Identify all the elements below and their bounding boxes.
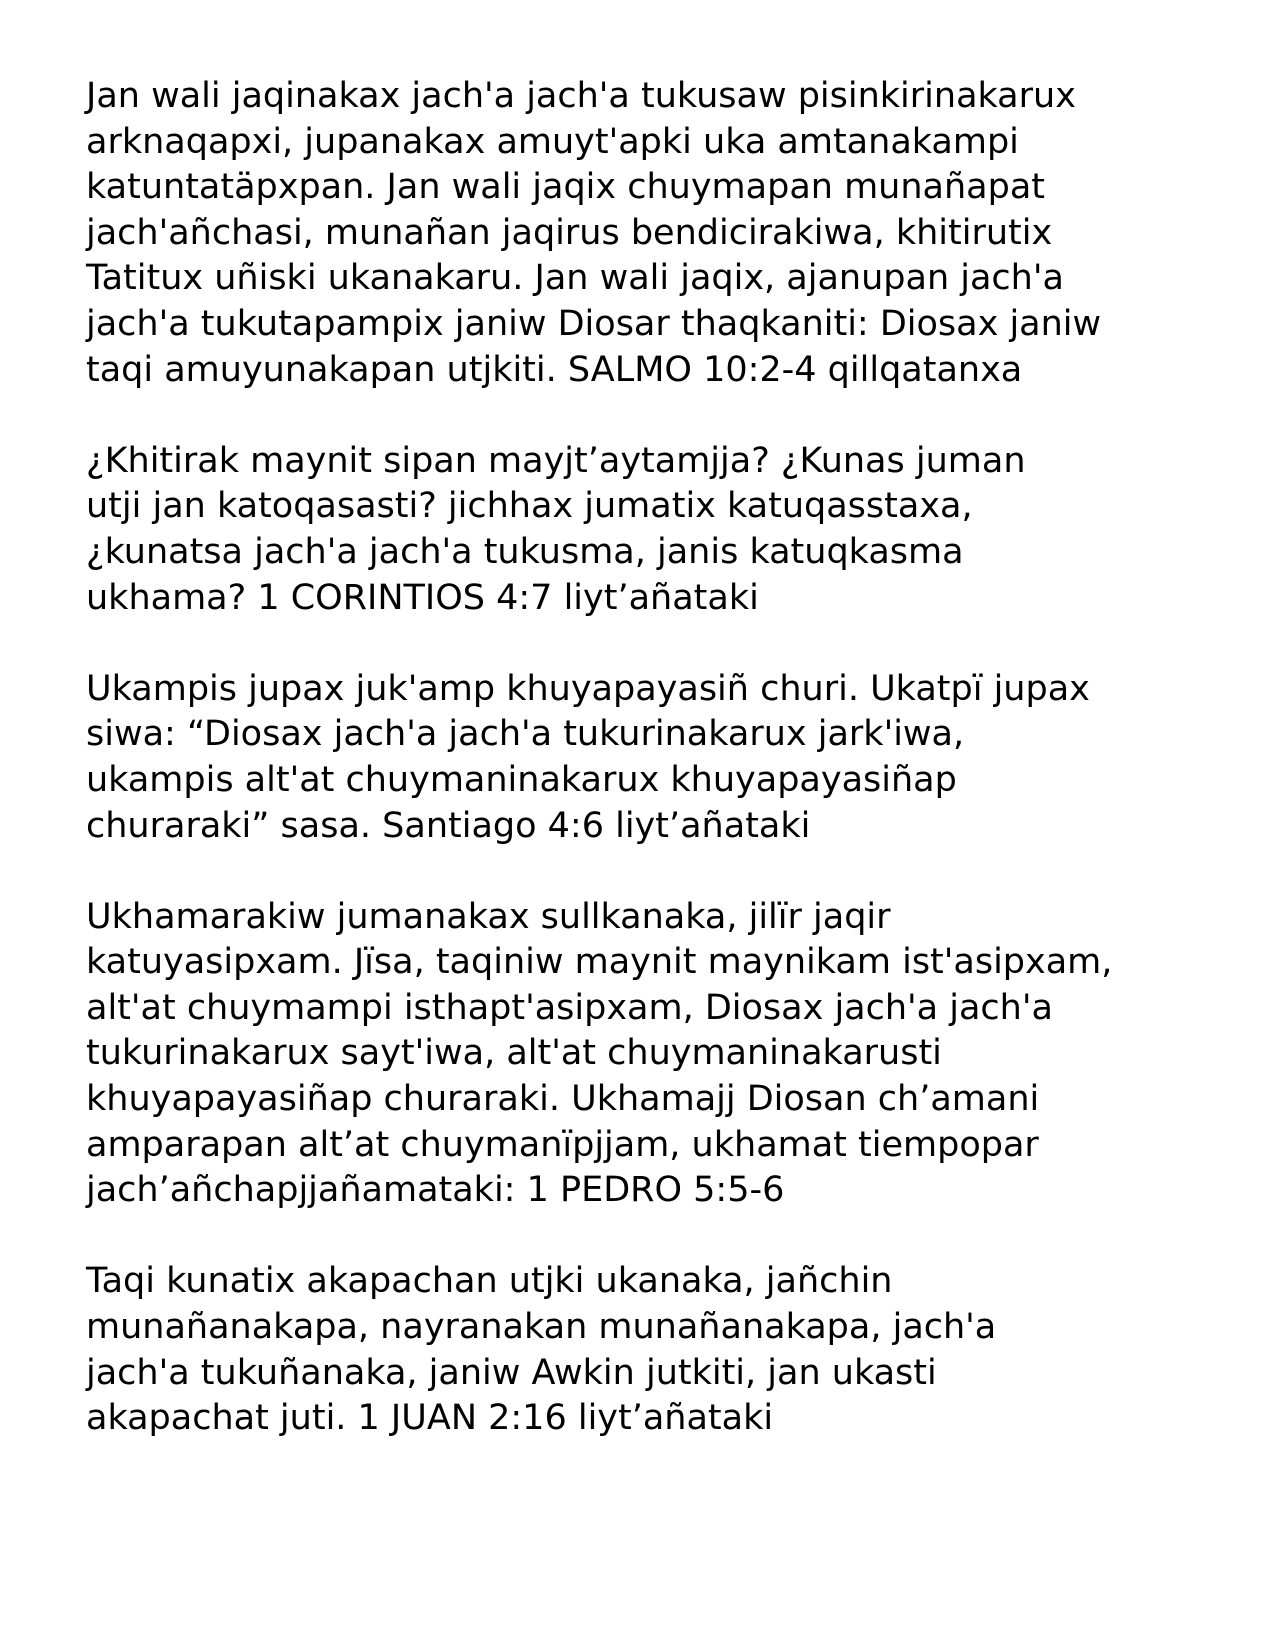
text-line: siwa: “Diosax jach'a jach'a tukurinakarux jark'iwa, (86, 714, 965, 755)
text-line: akapachat juti. 1 JUAN 2:16 liyt’añataki (86, 1398, 774, 1439)
paragraph-1-juan-2 (86, 1259, 1216, 1441)
text-line: jach’añchapjjañamataki: 1 PEDRO 5:5-6 (86, 1170, 785, 1211)
text-line: tukurinakarux sayt'iwa, alt'at chuymaninakarusti (86, 1033, 942, 1074)
text-line: Tatitux uñiski ukanakaru. Jan wali jaqix, ajanupan jach'a (86, 258, 1064, 299)
document-page (86, 74, 1216, 1487)
text-line: katuntatäpxpan. Jan wali jaqix chuymapan munañapat (86, 167, 1045, 208)
text-line: Jan wali jaqinakax jach'a jach'a tukusaw pisinkirinakarux (86, 76, 1076, 116)
text-line: jach'a tukuñanaka, janiw Awkin jutkiti, jan ukasti (86, 1352, 937, 1393)
text-line: Ukhamarakiw jumanakax sullkanaka, jilïr jaqir (86, 896, 891, 937)
text-line: Taqi kunatix akapachan utjki ukanaka, jañchin (86, 1261, 893, 1302)
text-line: utji jan katoqasasti? jichhax jumatix katuqasstaxa, (86, 486, 973, 527)
text-line: ukampis alt'at chuymaninakarux khuyapayasiñap (86, 759, 957, 800)
paragraph-1-corintios-4 (86, 439, 1216, 621)
text-line: jach'añchasi, munañan jaqirus bendicirakiwa, khitirutix (86, 212, 1053, 253)
text-line: ¿Khitirak maynit sipan mayjt’aytamjja? ¿Kunas juman (86, 440, 1026, 481)
text-line: jach'a tukutapampix janiw Diosar thaqkaniti: Diosax janiw (86, 303, 1102, 344)
text-line: taqi amuyunakapan utjkiti. SALMO 10:2-4 qillqatanxa (86, 349, 1023, 390)
text-line: khuyapayasiñap churaraki. Ukhamajj Diosan ch’amani (86, 1079, 1040, 1120)
text-line: amparapan alt’at chuymanïpjjam, ukhamat tiempopar (86, 1124, 1039, 1165)
text-line: munañanakapa, nayranakan munañanakapa, jach'a (86, 1307, 997, 1348)
text-line: churaraki” sasa. Santiago 4:6 liyt’añataki (86, 805, 811, 846)
text-line: ukhama? 1 CORINTIOS 4:7 liyt’añataki (86, 577, 759, 618)
text-line: alt'at chuymampi isthapt'asipxam, Diosax jach'a jach'a (86, 987, 1053, 1028)
paragraph-salmo-10 (86, 74, 1216, 393)
paragraph-santiago-4 (86, 667, 1216, 849)
text-line: arknaqapxi, jupanakax amuyt'apki uka amtanakampi (86, 121, 1019, 162)
text-line: Ukampis jupax juk'amp khuyapayasiñ churi. Ukatpï jupax (86, 668, 1090, 709)
text-line: ¿kunatsa jach'a jach'a tukusma, janis katuqkasma (86, 531, 964, 572)
text-line: katuyasipxam. Jïsa, taqiniw maynit maynikam ist'asipxam, (86, 942, 1113, 983)
paragraph-1-pedro-5 (86, 895, 1216, 1214)
